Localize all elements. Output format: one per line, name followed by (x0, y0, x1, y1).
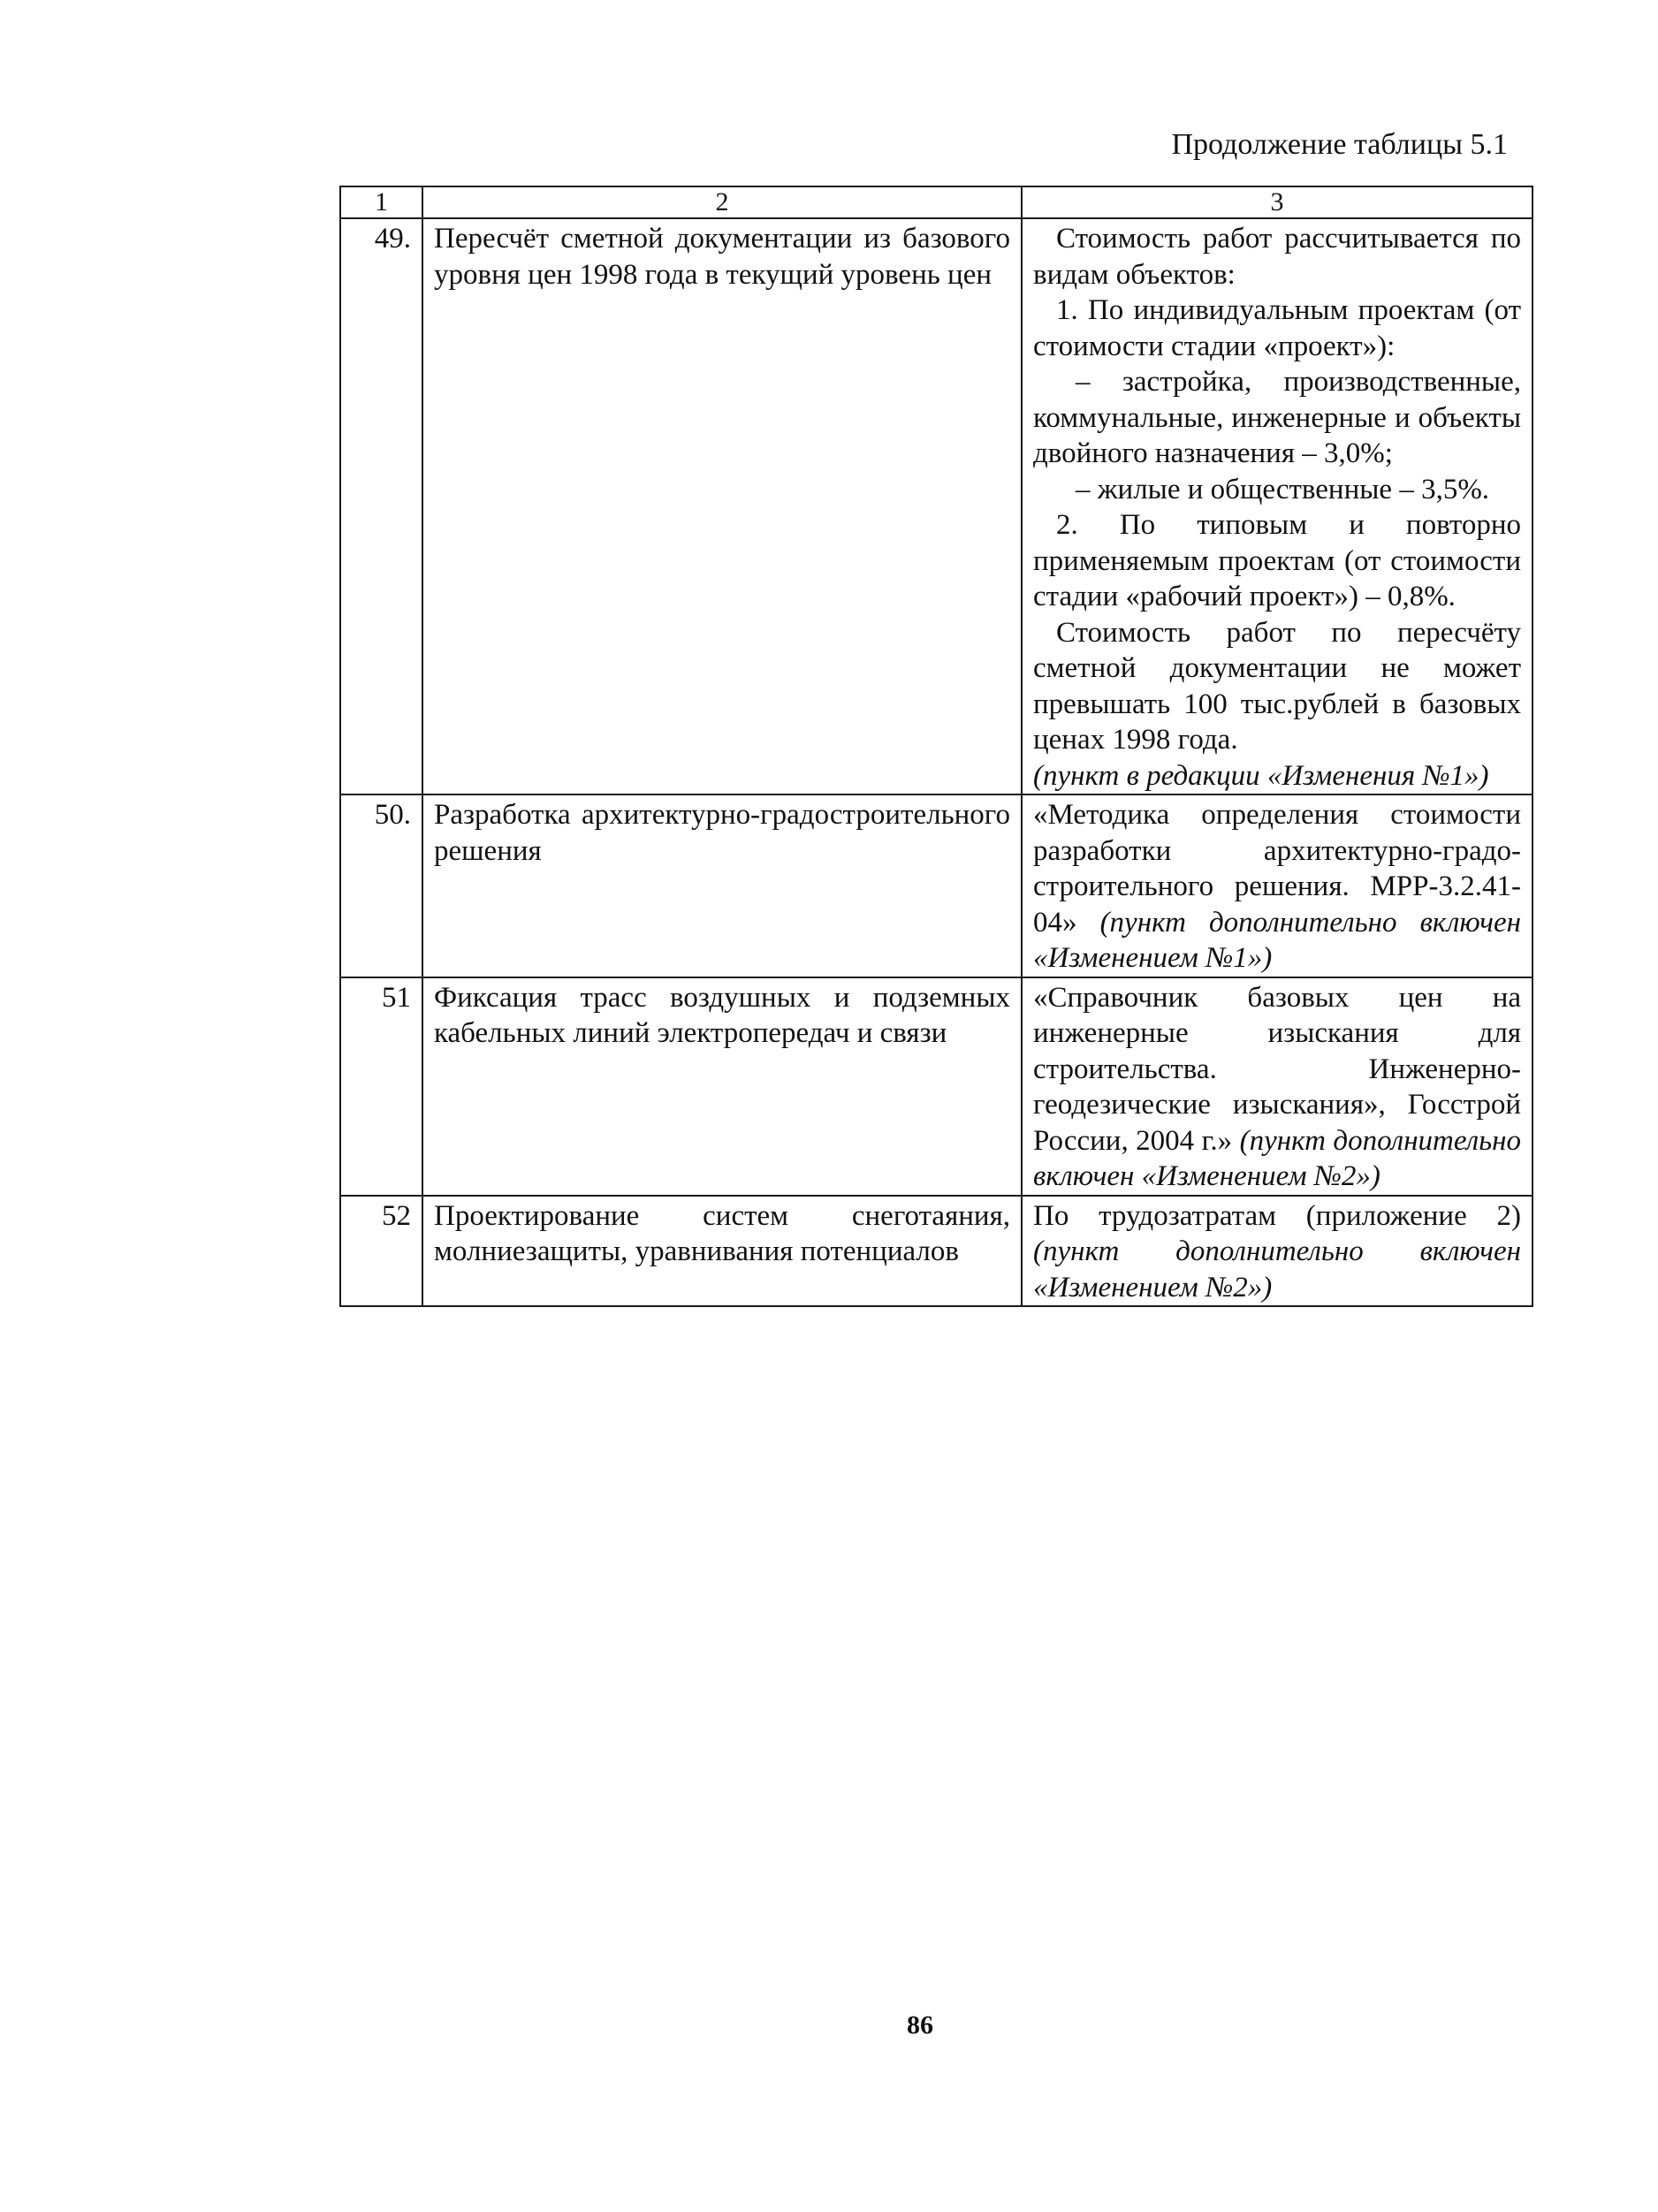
row-number: 52 (340, 1196, 422, 1307)
description-paragraph: 2. По типовым и повторно применяемым проектам (от стоимости стадии «рабочий проект») – 0,8%. (1033, 509, 1521, 612)
description-paragraph: Стоимость работ по пересчёту сметной документации не может превышать 100 тыс.рублей в базовых ценах 1998 года. (1033, 616, 1521, 756)
table-row (340, 1196, 1533, 1307)
description-paragraph (1033, 1198, 1521, 1306)
work-name: Проектирование систем снеготаяния, молниезащиты, уравнивания потенциалов (422, 1196, 1022, 1307)
table-caption: Продолжение таблицы 5.1 (1171, 128, 1508, 161)
page-number: 86 (907, 2011, 933, 2040)
row-number: 50. (340, 794, 422, 977)
work-name: Разработка архитектурно-градостроительного решения (422, 794, 1022, 977)
description-paragraph: – застройка, производственные, коммунальные, инженерные и объекты двойного назначения – 3,0%; (1033, 366, 1521, 469)
table-row (340, 218, 1533, 794)
work-name: Фиксация трасс воздушных и подземных кабельных линий электропередач и связи (422, 977, 1022, 1196)
work-name: Пересчёт сметной документации из базового уровня цен 1998 года в текущий уровень цен (422, 218, 1022, 794)
amendment-note: (пункт дополнительно включен «Изменением №2») (1033, 1235, 1521, 1304)
description-paragraph: – жилые и общественные – 3,5%. (1076, 473, 1490, 505)
description-text: «Справочник базовых цен на инженерные изыскания для строительства. Инженерно-геодезические изыскания», Госстрой России, 2004 г.» (1033, 981, 1521, 1157)
row-number: 49. (340, 218, 422, 794)
description-paragraph (1033, 980, 1521, 1195)
work-description (1022, 977, 1533, 1196)
description-text: «Методика определения стоимости разработки архитектурно-градо-строительного решения. МРР-3.2.41-04» (1033, 799, 1521, 939)
amendment-note: (пункт дополнительно включен «Изменением №1») (1033, 906, 1521, 974)
table-row (340, 977, 1533, 1196)
amendment-note: (пункт дополнительно включен «Изменением №2») (1033, 1124, 1521, 1192)
description-paragraph: Стоимость работ рассчитывается по видам объектов: (1033, 223, 1521, 291)
description-paragraph: 1. По индивидуальным проектам (от стоимости стадии «проект»): (1033, 294, 1521, 362)
header-col-2: 2 (422, 186, 1022, 218)
pricing-table (339, 186, 1533, 1307)
work-description (1022, 218, 1533, 794)
amendment-note: (пункт в редакции «Изменения №1») (1033, 759, 1489, 792)
header-col-1: 1 (340, 186, 422, 218)
description-text: По трудозатратам (приложение 2) (1033, 1199, 1521, 1232)
row-number: 51 (340, 977, 422, 1196)
work-description (1022, 794, 1533, 977)
table-header-row (340, 186, 1533, 218)
header-col-3: 3 (1022, 186, 1533, 218)
description-paragraph (1033, 797, 1521, 977)
work-description (1022, 1196, 1533, 1307)
table-row (340, 794, 1533, 977)
